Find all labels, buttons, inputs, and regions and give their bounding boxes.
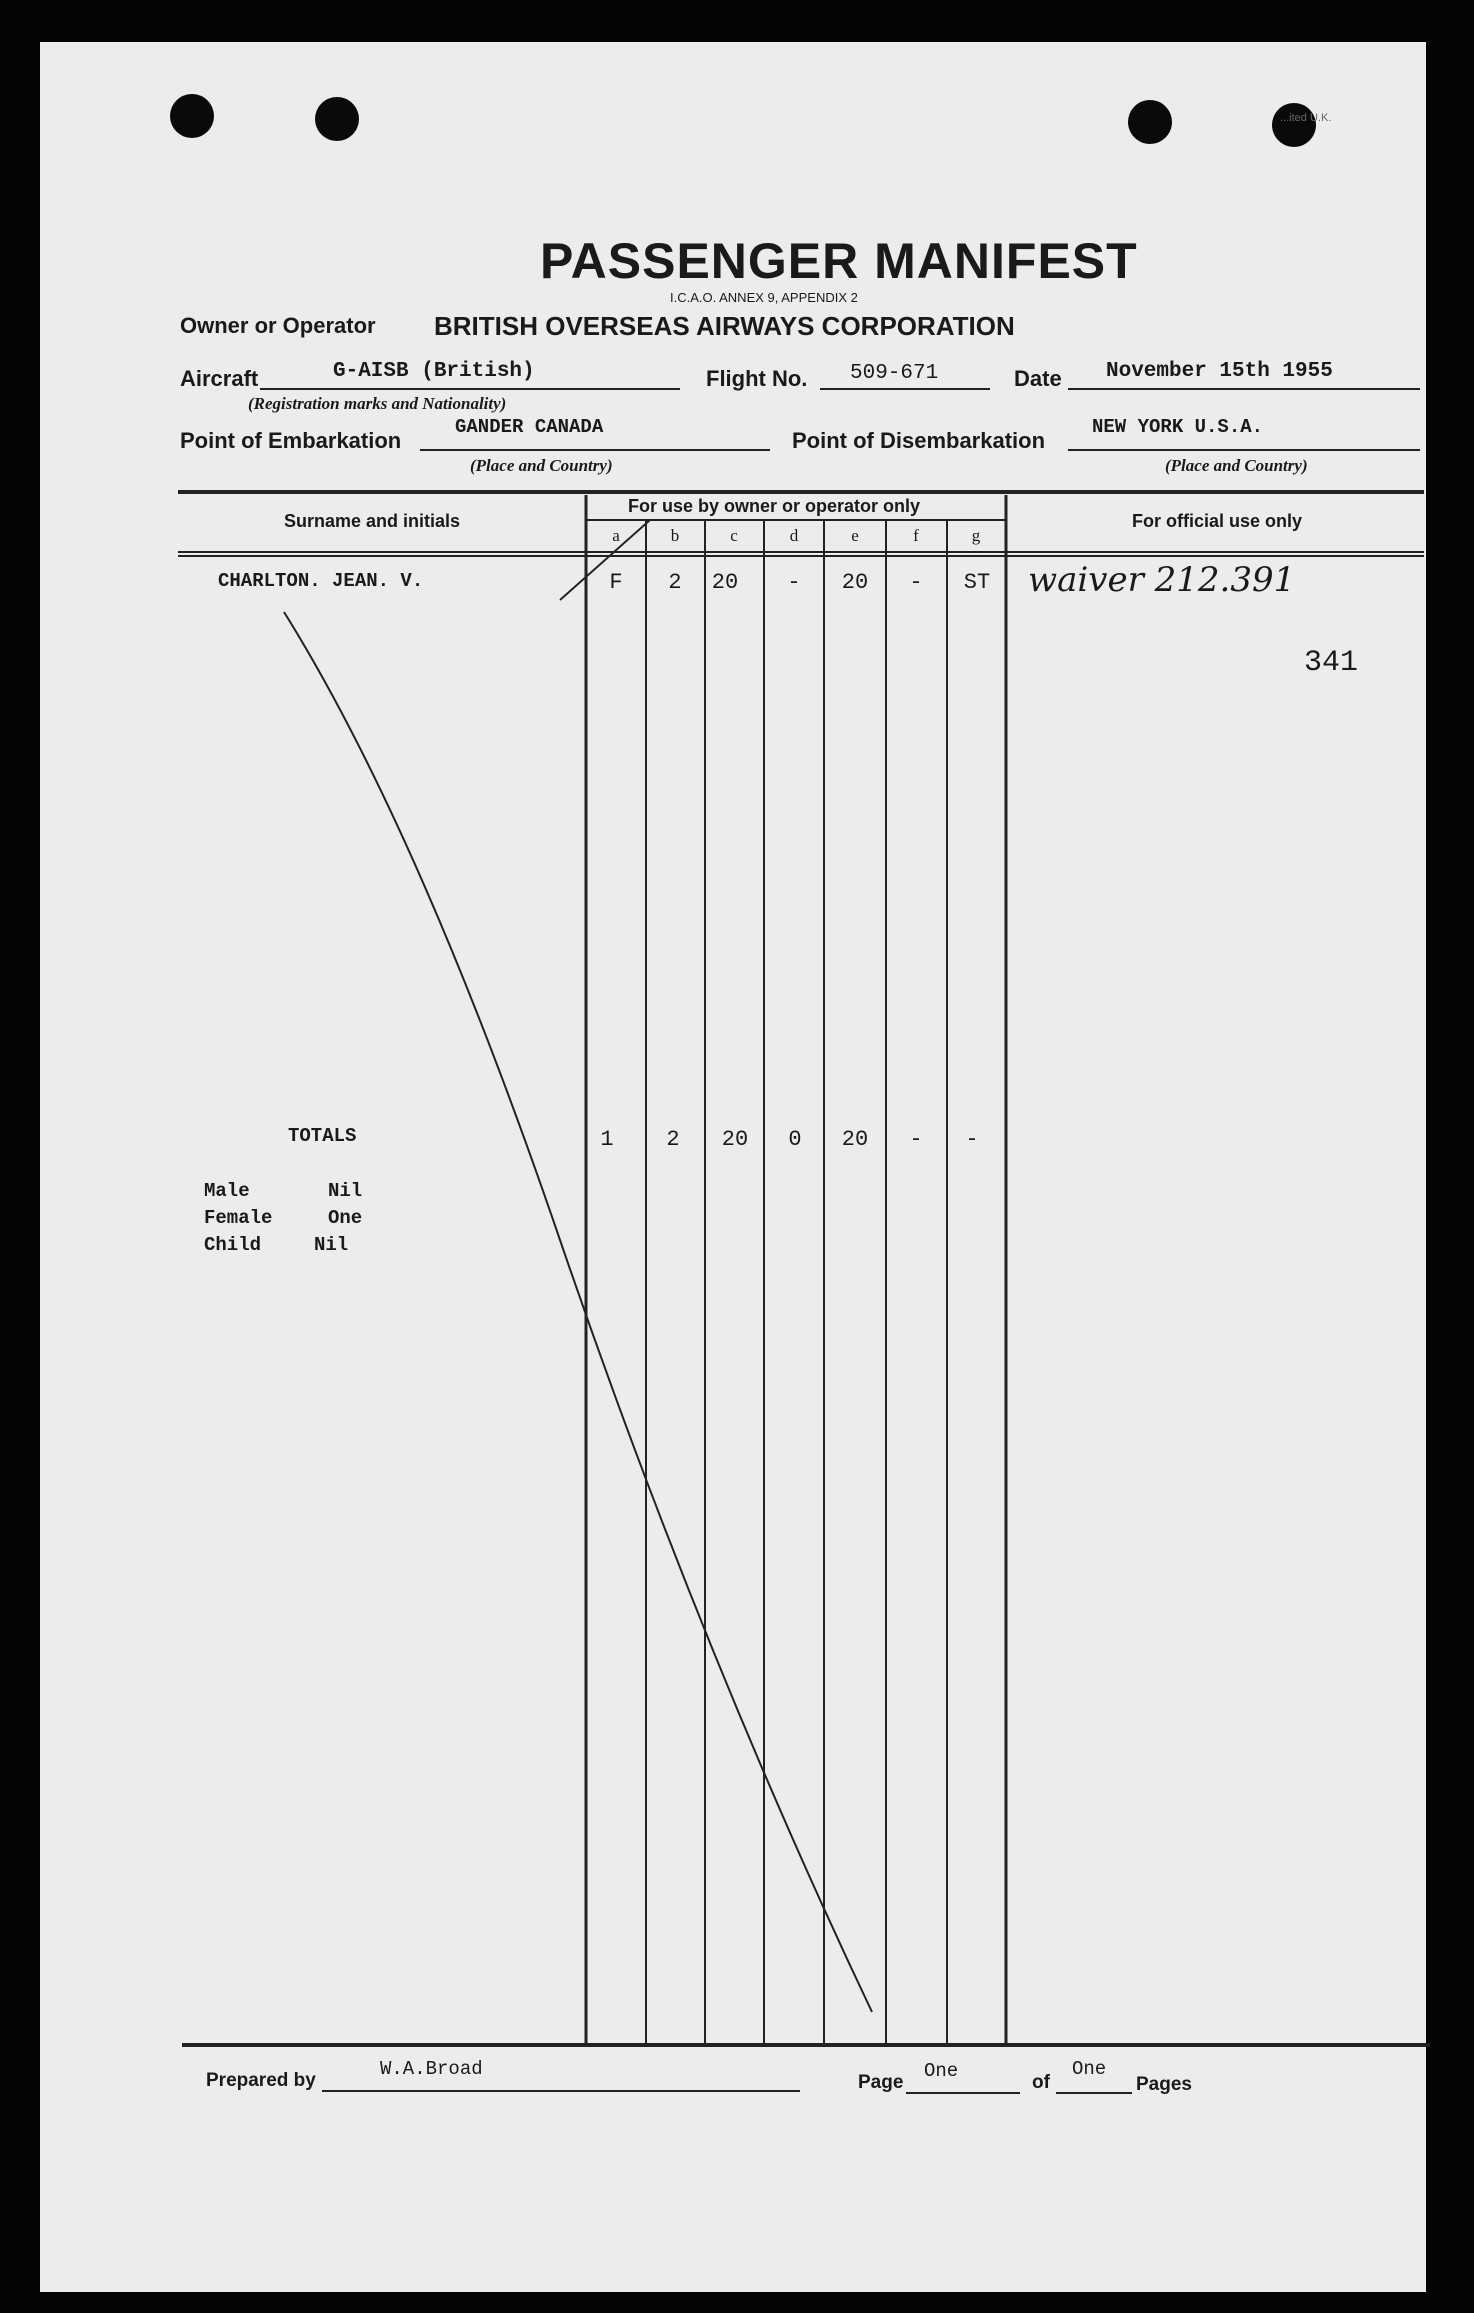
date-label: Date: [1014, 366, 1062, 391]
breakdown-male-value: Nil: [328, 1180, 363, 1202]
flight-value: 509-671: [850, 362, 939, 385]
column-header-g: g: [971, 526, 981, 545]
check-mark-icon: [560, 520, 650, 600]
breakdown-child-value: Nil: [314, 1234, 349, 1256]
totals-cell-d: 0: [788, 1127, 802, 1152]
passenger-cell-e: 20: [841, 570, 869, 595]
totals-cell-c: 20: [721, 1127, 749, 1152]
prepared-by-underline: [322, 2090, 800, 2092]
totals-label: TOTALS: [288, 1125, 357, 1147]
page-value: One: [924, 2060, 959, 2082]
passenger-cell-g: ST: [963, 570, 991, 595]
embarkation-value: GANDER CANADA: [455, 416, 604, 438]
breakdown-female-value: One: [328, 1207, 363, 1229]
totals-cell-e: 20: [841, 1127, 869, 1152]
flight-label: Flight No.: [706, 366, 808, 391]
breakdown-female-label: Female: [204, 1207, 273, 1229]
column-header-e: e: [851, 526, 859, 545]
of-underline: [1056, 2092, 1132, 2094]
of-value: One: [1072, 2058, 1107, 2080]
column-header-d: d: [789, 526, 799, 545]
page-underline: [906, 2092, 1020, 2094]
header-owner-use: For use by owner or operator only: [628, 496, 921, 516]
page-title: PASSENGER MANIFEST: [540, 233, 1138, 289]
prepared-by-label: Prepared by: [206, 2070, 316, 2091]
passenger-cell-f: -: [909, 570, 923, 595]
breakdown-child-label: Child: [204, 1234, 262, 1256]
date-value: November 15th 1955: [1106, 360, 1333, 383]
embarkation-label: Point of Embarkation: [180, 428, 402, 453]
owner-label: Owner or Operator: [180, 313, 376, 338]
totals-cell-b: 2: [666, 1127, 680, 1152]
owner-value: BRITISH OVERSEAS AIRWAYS CORPORATION: [434, 311, 1015, 341]
totals-cell-a: 1: [600, 1127, 614, 1152]
totals-cell-g: -: [965, 1127, 979, 1152]
passenger-cell-c: 20: [711, 570, 739, 595]
corner-stamp: ...ited U.K.: [1280, 112, 1332, 124]
header-surname: Surname and initials: [284, 511, 461, 531]
aircraft-label: Aircraft: [180, 366, 259, 391]
pages-label: Pages: [1136, 2074, 1192, 2095]
registration-caption: (Registration marks and Nationality): [248, 394, 507, 413]
page-subtitle: I.C.A.O. ANNEX 9, APPENDIX 2: [670, 290, 858, 305]
totals-cell-f: -: [909, 1127, 923, 1152]
passenger-cell-d: -: [787, 570, 801, 595]
header-official-use: For official use only: [1132, 511, 1303, 531]
embarkation-caption: (Place and Country): [470, 456, 613, 475]
prepared-by-value: W.A.Broad: [380, 2058, 483, 2080]
official-note: waiver 212.391: [1028, 560, 1296, 600]
aircraft-value: G-AISB (British): [333, 360, 535, 383]
column-header-a: a: [612, 526, 620, 545]
passenger-cell-b: 2: [668, 570, 682, 595]
column-header-b: b: [670, 526, 680, 545]
cancellation-line: [284, 612, 872, 2012]
column-header-f: f: [913, 526, 919, 545]
of-label: of: [1032, 2072, 1050, 2093]
column-header-c: c: [730, 526, 738, 545]
disembarkation-caption: (Place and Country): [1165, 456, 1308, 475]
page-label: Page: [858, 2072, 904, 2093]
passenger-cell-a: F: [609, 570, 623, 595]
passenger-name: CHARLTON. JEAN. V.: [218, 570, 424, 592]
breakdown-male-label: Male: [204, 1180, 250, 1202]
disembarkation-label: Point of Disembarkation: [792, 428, 1046, 453]
official-number: 341: [1304, 646, 1359, 680]
disembarkation-value: NEW YORK U.S.A.: [1092, 416, 1264, 438]
